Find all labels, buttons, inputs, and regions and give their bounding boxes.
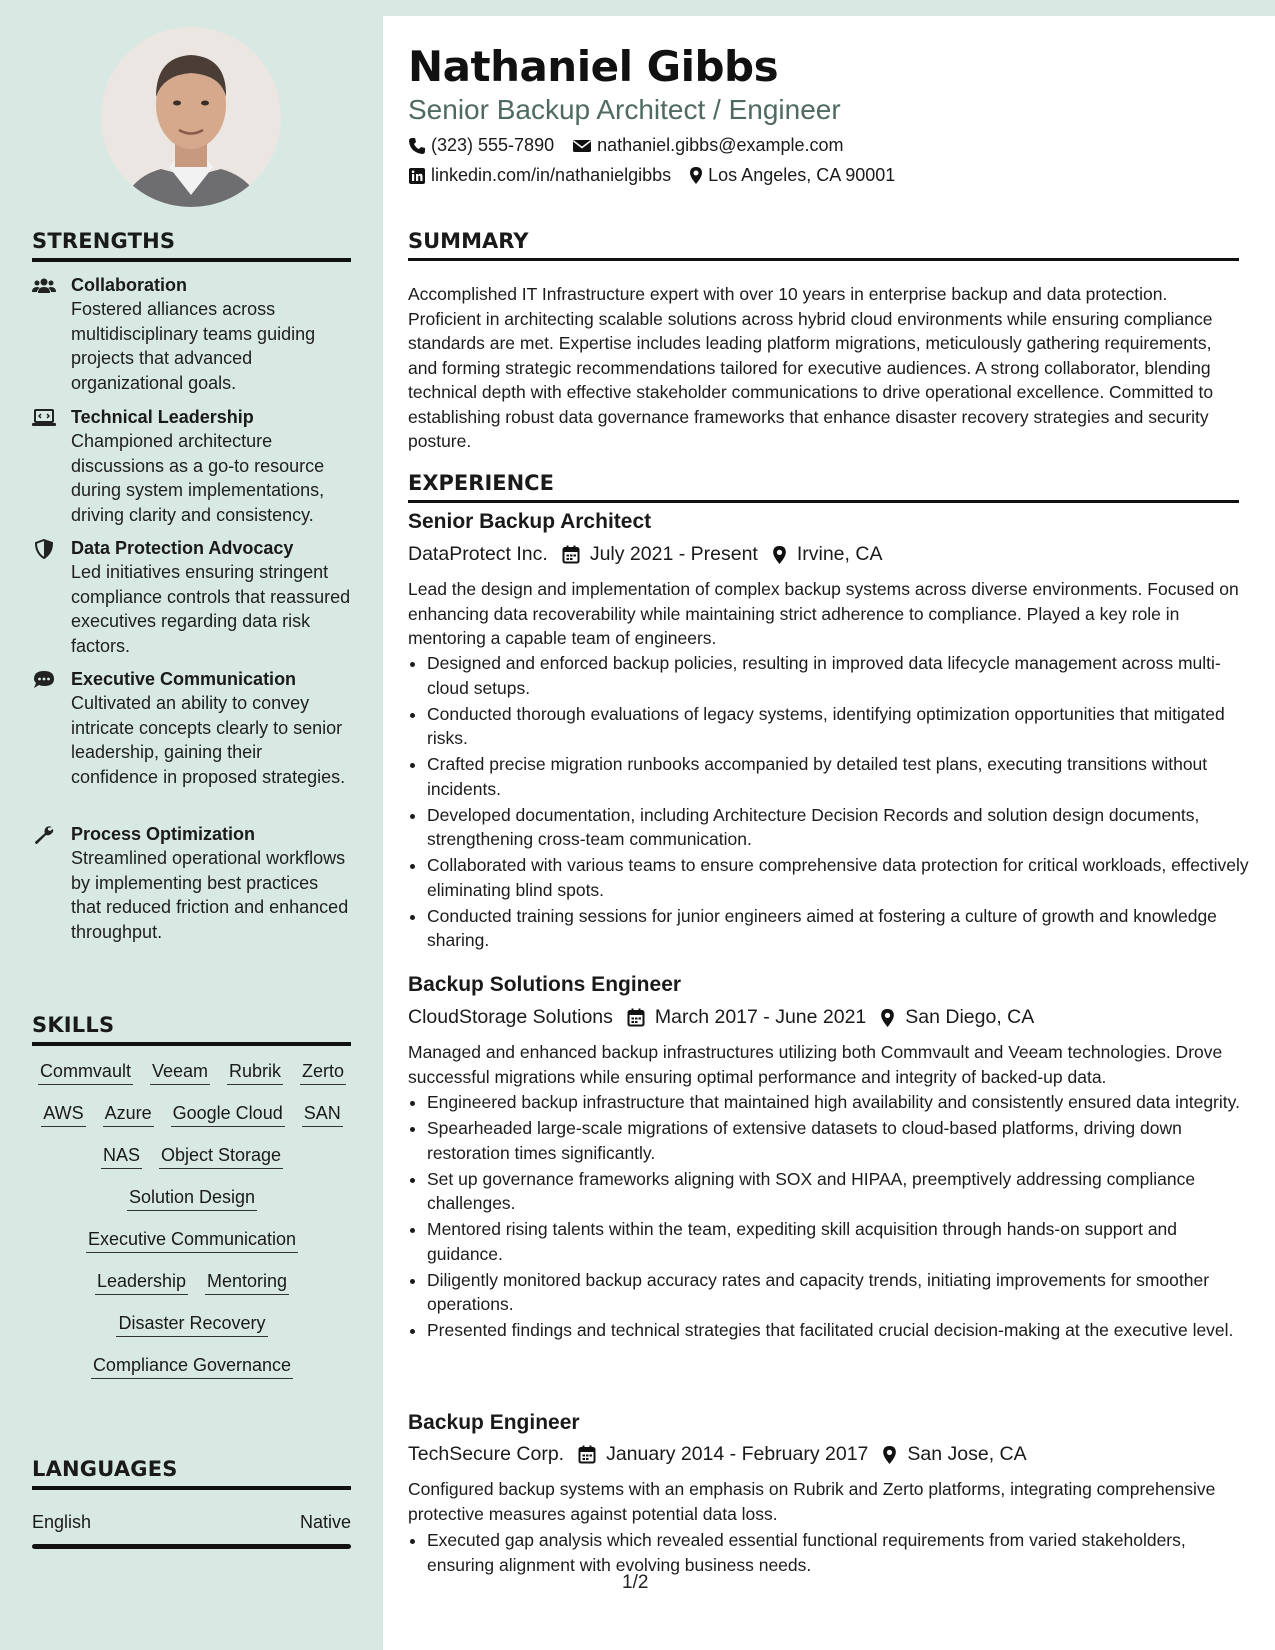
summary-text: Accomplished IT Infrastructure expert with over 10 years in enterprise backup and data protection. Proficient in architecting scalable solutions across hybrid cloud environments while ensuring compliance standards are met. Expertise includes leading platform migrations, meticulously gathering requirements, and forming strategic recommendations tailored for executive audiences. A strong collaborator, blending technical depth with effective stakeholder communications to drive operational excellence. Committed to establishing robust data governance frameworks that enhance disaster recovery strategies and security posture. xyxy=(408,284,1214,451)
calendar-icon xyxy=(627,1008,645,1027)
phone-icon xyxy=(408,137,426,155)
bullet-item: • Spearheaded large-scale migrations of extensive datasets to cloud-based platforms, driving down restoration times significantly. xyxy=(427,1116,1257,1165)
location-text: San Diego, CA xyxy=(905,1006,1035,1028)
phone-contact xyxy=(408,135,554,156)
bullet-item: • Conducted training sessions for junior engineers aimed at fostering a culture of growth and knowledge sharing. xyxy=(427,904,1257,953)
laptop-code-icon xyxy=(32,408,56,428)
skill-tag: Executive Communication xyxy=(86,1228,298,1253)
skills-title: SKILLS xyxy=(32,1013,351,1046)
candidate-title: Senior Backup Architect / Engineer xyxy=(408,94,841,125)
bullet-item: • Designed and enforced backup policies, resulting in improved data lifecycle management across multi-cloud setups. xyxy=(427,651,1257,700)
company-name: DataProtect Inc. xyxy=(408,543,548,565)
strength-description: Streamlined operational workflows by implementing best practices that reduced friction and enhanced throughput. xyxy=(71,848,349,942)
strength-description: Championed architecture discussions as a go-to resource during system implementations, driving clarity and consistency. xyxy=(71,431,325,525)
location-text: Los Angeles, CA 90001 xyxy=(708,165,896,185)
strength-item xyxy=(32,667,352,789)
skills-list xyxy=(32,1060,352,1379)
bullet-item: • Mentored rising talents within the team, expediting skill acquisition through hands-on support and guidance. xyxy=(427,1217,1257,1266)
bullet-item: • Set up governance frameworks aligning with SOX and HIPAA, preemptively addressing compliance challenges. xyxy=(427,1167,1257,1216)
location-text: San Jose, CA xyxy=(907,1443,1027,1465)
company-name: CloudStorage Solutions xyxy=(408,1006,613,1028)
strength-description: Cultivated an ability to convey intricate concepts clearly to senior leadership, gaining their confidence in proposed strategies. xyxy=(71,693,346,787)
job-bullets xyxy=(408,1090,1257,1344)
company-name: TechSecure Corp. xyxy=(408,1443,565,1465)
map-pin-icon xyxy=(689,166,703,185)
job-location xyxy=(772,543,883,566)
job-meta xyxy=(408,543,896,566)
skill-tag: SAN xyxy=(302,1102,343,1127)
portrait-photo xyxy=(101,27,281,207)
linkedin-contact xyxy=(408,165,671,186)
job-location xyxy=(880,1006,1034,1029)
map-pin-icon xyxy=(772,545,787,565)
linkedin-icon xyxy=(408,167,426,185)
job-role: Backup Solutions Engineer xyxy=(408,973,682,996)
email-contact xyxy=(572,135,843,156)
linkedin-text: linkedin.com/in/nathanielgibbs xyxy=(431,165,672,185)
skill-tag: Veeam xyxy=(150,1060,210,1085)
skill-tag: Object Storage xyxy=(159,1144,283,1169)
dates-text: March 2017 - June 2021 xyxy=(654,1006,867,1028)
job-bullets xyxy=(408,1528,1257,1579)
job-meta xyxy=(408,1443,1041,1466)
map-pin-icon xyxy=(882,1445,897,1465)
job-bullets xyxy=(408,651,1257,954)
job-description: Managed and enhanced backup infrastructures utilizing both Commvault and Veeam technologies. Drove successful migrations while ensuring optimal performance and integrity of backed-up data. xyxy=(408,1042,1223,1087)
job-description: Lead the design and implementation of complex backup systems across diverse environments. Focused on enhancing data recoverability while maintaining strict adherence to compliance. Played a key role in mentoring a capable team of engineers. xyxy=(408,579,1239,648)
strength-title: Process Optimization xyxy=(71,824,256,844)
skill-tag: Disaster Recovery xyxy=(116,1312,267,1337)
job-description: Configured backup systems with an emphasis on Rubrik and Zerto platforms, integrating comprehensive protective measures against potential data loss. xyxy=(408,1479,1216,1524)
experience-title: EXPERIENCE xyxy=(408,471,1239,503)
avatar xyxy=(101,27,281,207)
bullet-item: • Diligently monitored backup accuracy rates and capacity trends, initiating improvements for smoother operations. xyxy=(427,1268,1257,1317)
phone-text: (323) 555-7890 xyxy=(431,135,555,155)
skill-tag: Mentoring xyxy=(205,1270,289,1295)
wrench-icon xyxy=(32,825,56,845)
bullet-item: • Engineered backup infrastructure that maintained high availability and consistently ensured data integrity. xyxy=(427,1090,1257,1115)
language-level: Native xyxy=(299,1512,351,1532)
location-contact xyxy=(689,165,895,186)
strength-title: Data Protection Advocacy xyxy=(71,538,294,558)
bullet-item: • Developed documentation, including Architecture Decision Records and solution design documents, strengthening cross-team communication. xyxy=(427,803,1257,852)
language-row xyxy=(32,1512,351,1533)
bullet-item: • Executed gap analysis which revealed essential functional requirements from varied stakeholders, ensuring alignment with evolving business needs. xyxy=(427,1528,1257,1577)
skill-tag: Commvault xyxy=(38,1060,133,1085)
bullet-item: • Conducted thorough evaluations of legacy systems, identifying optimization opportunities that mitigated risks. xyxy=(427,702,1257,751)
skill-tag: NAS xyxy=(101,1144,142,1169)
strength-title: Executive Communication xyxy=(71,669,297,689)
job-dates xyxy=(562,543,758,566)
skill-tag: Azure xyxy=(103,1102,154,1127)
strength-item xyxy=(32,405,352,527)
job-role: Backup Engineer xyxy=(408,1411,580,1434)
strength-description: Led initiatives ensuring stringent compliance controls that reassured executives regarding data risk factors. xyxy=(71,562,351,656)
job-location xyxy=(882,1443,1026,1466)
skill-tag: Zerto xyxy=(300,1060,346,1085)
strength-description: Fostered alliances across multidisciplinary teams guiding projects that advanced organizational goals. xyxy=(71,299,316,393)
dates-text: January 2014 - February 2017 xyxy=(606,1443,869,1465)
skill-tag: Google Cloud xyxy=(171,1102,285,1127)
bullet-item: • Crafted precise migration runbooks accompanied by detailed test plans, executing transitions without incidents. xyxy=(427,752,1257,801)
strength-item xyxy=(32,822,352,944)
strength-title: Technical Leadership xyxy=(71,407,254,427)
envelope-icon xyxy=(572,138,592,154)
skill-tag: Solution Design xyxy=(127,1186,257,1211)
languages-title: LANGUAGES xyxy=(32,1457,351,1490)
map-pin-icon xyxy=(880,1008,895,1028)
strength-item xyxy=(32,536,352,658)
page-number: 1/2 xyxy=(622,1572,649,1593)
skill-tag: Leadership xyxy=(95,1270,188,1295)
job-role: Senior Backup Architect xyxy=(408,510,652,533)
skill-tag: Compliance Governance xyxy=(91,1354,293,1379)
strengths-title: STRENGTHS xyxy=(32,229,351,262)
language-proficiency-bar xyxy=(32,1544,351,1549)
sidebar xyxy=(0,0,383,1650)
candidate-name: Nathaniel Gibbs xyxy=(408,42,779,91)
bullet-item: • Collaborated with various teams to ensure comprehensive data protection for critical workloads, effectively eliminating blind spots. xyxy=(427,853,1257,902)
bullet-item: • Presented findings and technical strategies that facilitated crucial decision-making at the executive level. xyxy=(427,1318,1257,1343)
calendar-icon xyxy=(578,1445,596,1464)
contact-line-2 xyxy=(408,165,913,186)
strength-title: Collaboration xyxy=(71,275,187,295)
job-meta xyxy=(408,1006,1048,1029)
comment-dots-icon xyxy=(32,670,56,690)
calendar-icon xyxy=(562,545,580,564)
skill-tag: AWS xyxy=(41,1102,85,1127)
strength-item xyxy=(32,273,352,395)
email-text: nathaniel.gibbs@example.com xyxy=(597,135,844,155)
shield-icon xyxy=(32,539,56,559)
location-text: Irvine, CA xyxy=(796,543,883,565)
job-dates xyxy=(627,1006,866,1029)
dates-text: July 2021 - Present xyxy=(589,543,758,565)
users-icon xyxy=(32,276,56,296)
contact-line-1 xyxy=(408,135,862,156)
language-name: English xyxy=(32,1512,92,1532)
job-dates xyxy=(578,1443,868,1466)
summary-title: SUMMARY xyxy=(408,229,1239,261)
skill-tag: Rubrik xyxy=(227,1060,283,1085)
